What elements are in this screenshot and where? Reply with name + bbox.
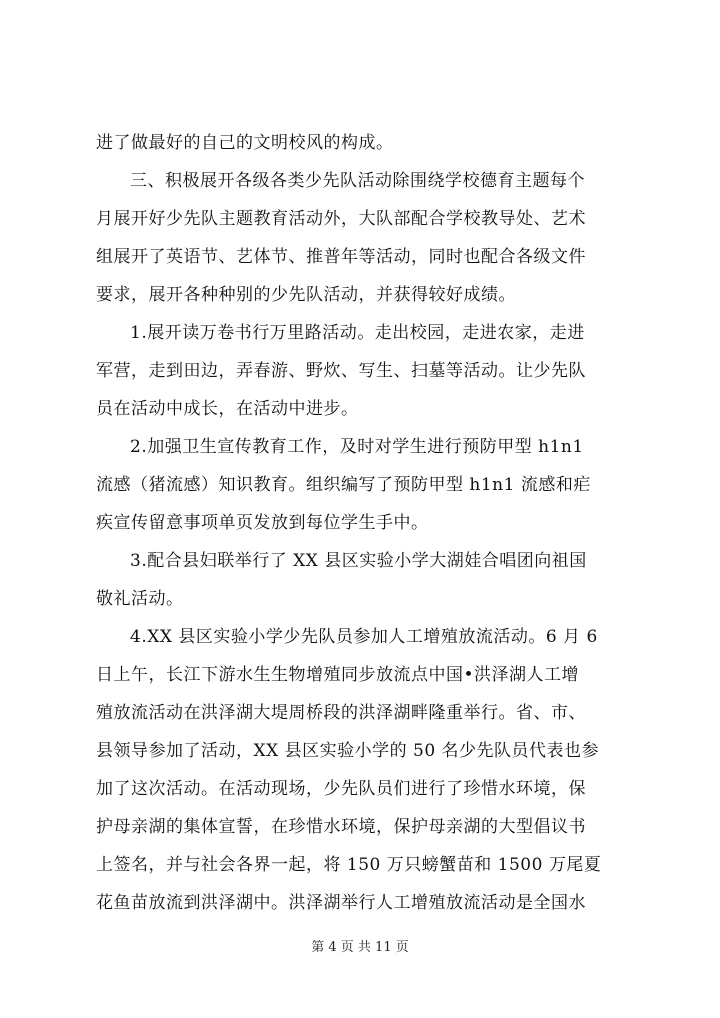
body-line: 员在活动中成长，在活动中进步。 [96,399,359,419]
body-line: 殖放流活动在洪泽湖大堤周桥段的洪泽湖畔隆重举行。省、市、 [96,703,586,723]
body-line: 月展开好少先队主题教育活动外，大队部配合学校教导处、艺术 [96,209,586,229]
body-line: 三、积极展开各级各类少先队活动除围绕学校德育主题每个 [130,171,585,191]
body-line: 日上午，长江下游水生生物增殖同步放流点中国•洪泽湖人工增 [96,665,580,685]
body-line: 加了这次活动。在活动现场，少先队员们进行了珍惜水环境，保 [96,779,586,799]
body-line: 军营，走到田边，弄春游、野炊、写生、扫墓等活动。让少先队 [96,361,586,381]
body-line: 流感（猪流感）知识教育。组织编写了预防甲型 h1n1 流感和疟 [96,475,591,495]
body-line: 进了做最好的自己的文明校风的构成。 [96,133,394,153]
body-line: 组展开了英语节、艺体节、推普年等活动，同时也配合各级文件 [96,247,586,267]
body-line: 敬礼活动。 [96,589,184,609]
body-line: 要求，展开各种种别的少先队活动，并获得较好成绩。 [96,285,516,305]
body-line: 3.配合县妇联举行了 XX 县区实验小学大湖娃合唱团向祖国 [130,551,587,571]
body-text [96,124,636,922]
body-line: 花鱼苗放流到洪泽湖中。洪泽湖举行人工增殖放流活动是全国水 [96,893,586,913]
body-line: 2.加强卫生宣传教育工作，及时对学生进行预防甲型 h1n1 [130,437,584,457]
body-line: 疾宣传留意事项单页发放到每位学生手中。 [96,513,429,533]
body-line: 护母亲湖的集体宣誓，在珍惜水环境，保护母亲湖的大型倡议书 [96,817,586,837]
body-line: 上签名，并与社会各界一起，将 150 万只螃蟹苗和 1500 万尾夏 [96,855,602,875]
page-number-footer: 第 4 页 共 11 页 [311,940,409,955]
body-line: 1.展开读万卷书行万里路活动。走出校园，走进农家，走进 [130,323,585,343]
body-line: 县领导参加了活动，XX 县区实验小学的 50 名少先队员代表也参 [96,741,600,761]
body-line: 4.XX 县区实验小学少先队员参加人工增殖放流活动。6 月 6 [130,627,598,647]
